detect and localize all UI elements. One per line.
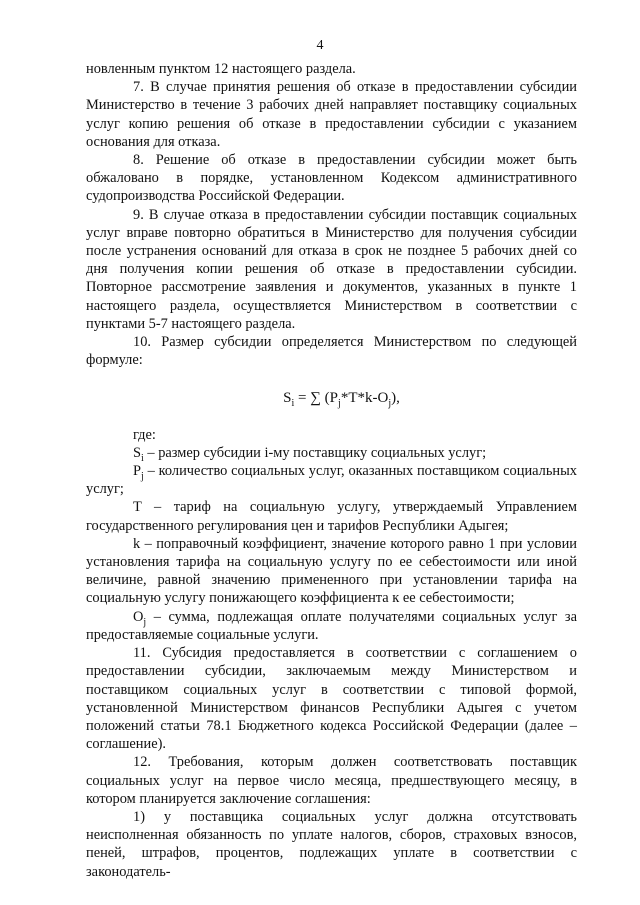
definition-p-text: – количество социальных услуг, оказанных поставщиком социальных услуг;	[86, 463, 577, 498]
formula-mid: *T*k-O	[340, 390, 389, 407]
symbol-o-sub: j	[143, 616, 147, 628]
paragraph-continuation: новленным пунктом 12 настоящего раздела.	[86, 61, 356, 77]
paragraph-7: 7. В случае принятия решения об отказе в предоставлении субсидии Министерство в течение 3 рабочих дней направляет поставщику социальных услуг копию решения об отказе в предоставлении субсидии с указанием основания для отказа.	[86, 79, 577, 150]
definition-s-text: – размер субсидии i-му поставщику социальных услуг;	[147, 444, 487, 461]
formula-lhs: S	[283, 390, 292, 407]
formula-eq: = ∑ (P	[294, 390, 339, 407]
definition-o	[86, 608, 577, 644]
paragraph-11: 11. Субсидия предоставляется в соответствии с соглашением о предоставлении субсидии, заключаемым между Министерством и поставщиком социальных услуг в соответствии с типовой формой, установленной Министерством финансов Республики Адыгея с учетом положений статьи 78.1 Бюджетного кодекса Российской Федерации (далее – соглашение).	[86, 645, 577, 753]
definition-o-text: – сумма, подлежащая оплате получателями социальных услуг за предоставляемые социальные услуги.	[86, 608, 577, 643]
symbol-p: P	[133, 463, 142, 480]
symbol-s: S	[133, 444, 142, 461]
definition-k: k – поправочный коэффициент, значение которого равно 1 при условии установления тарифа на социальную услугу по ее себестоимости или иной величине, равной значению примененного при установлении тарифа на социальную услугу понижающего коэффициента к ее себестоимости;	[86, 535, 577, 607]
formula-lhs-sub: i	[291, 398, 295, 410]
symbol-o: O	[133, 608, 144, 625]
document-body	[86, 60, 577, 881]
page-number: 4	[316, 38, 324, 53]
paragraph-10: 10. Размер субсидии определяется Министерством по следующей формуле:	[86, 334, 577, 369]
symbol-s-sub: i	[141, 452, 144, 464]
paragraph-12: 12. Требования, которым должен соответствовать поставщик социальных услуг на первое число месяца, предшествующего месяцу, в котором планируется заключение соглашения:	[86, 754, 577, 807]
formula-o-sub: j	[388, 398, 392, 410]
definition-t: T – тариф на социальную услугу, утверждаемый Управлением государственного регулирования цен и тарифов Республики Адыгея;	[86, 499, 577, 534]
paragraph-8: 8. Решение об отказе в предоставлении субсидии может быть обжаловано в порядке, установленном Кодексом административного судопроизводства Российской Федерации.	[86, 152, 577, 205]
definition-p	[86, 462, 577, 498]
definition-s	[86, 444, 577, 462]
paragraph-12-item-1: 1) у поставщика социальных услуг должна отсутствовать неисполненная обязанность по уплате налогов, сборов, страховых взносов, пеней, штрафов, процентов, подлежащих уплате в соответствии с законодатель-	[86, 808, 577, 880]
symbol-p-sub: j	[141, 470, 144, 482]
formula-tail: ),	[391, 390, 400, 407]
paragraph-9: 9. В случае отказа в предоставлении субсидии поставщик социальных услуг вправе повторно обратиться в Министерство для получения субсидии после устранения оснований для отказа в срок не позднее 5 рабочих дней со дня получения копии решения об отказе в предоставлении субсидии. Повторное рассмотрение заявления и документов, указанных в пункте 1 настоящего раздела, осуществляется Министерством в соответствии с пунктами 5-7 настоящего раздела.	[86, 206, 577, 332]
subsidy-formula	[86, 389, 577, 410]
formula-p-sub: j	[338, 398, 341, 410]
where-label: где:	[133, 426, 156, 443]
